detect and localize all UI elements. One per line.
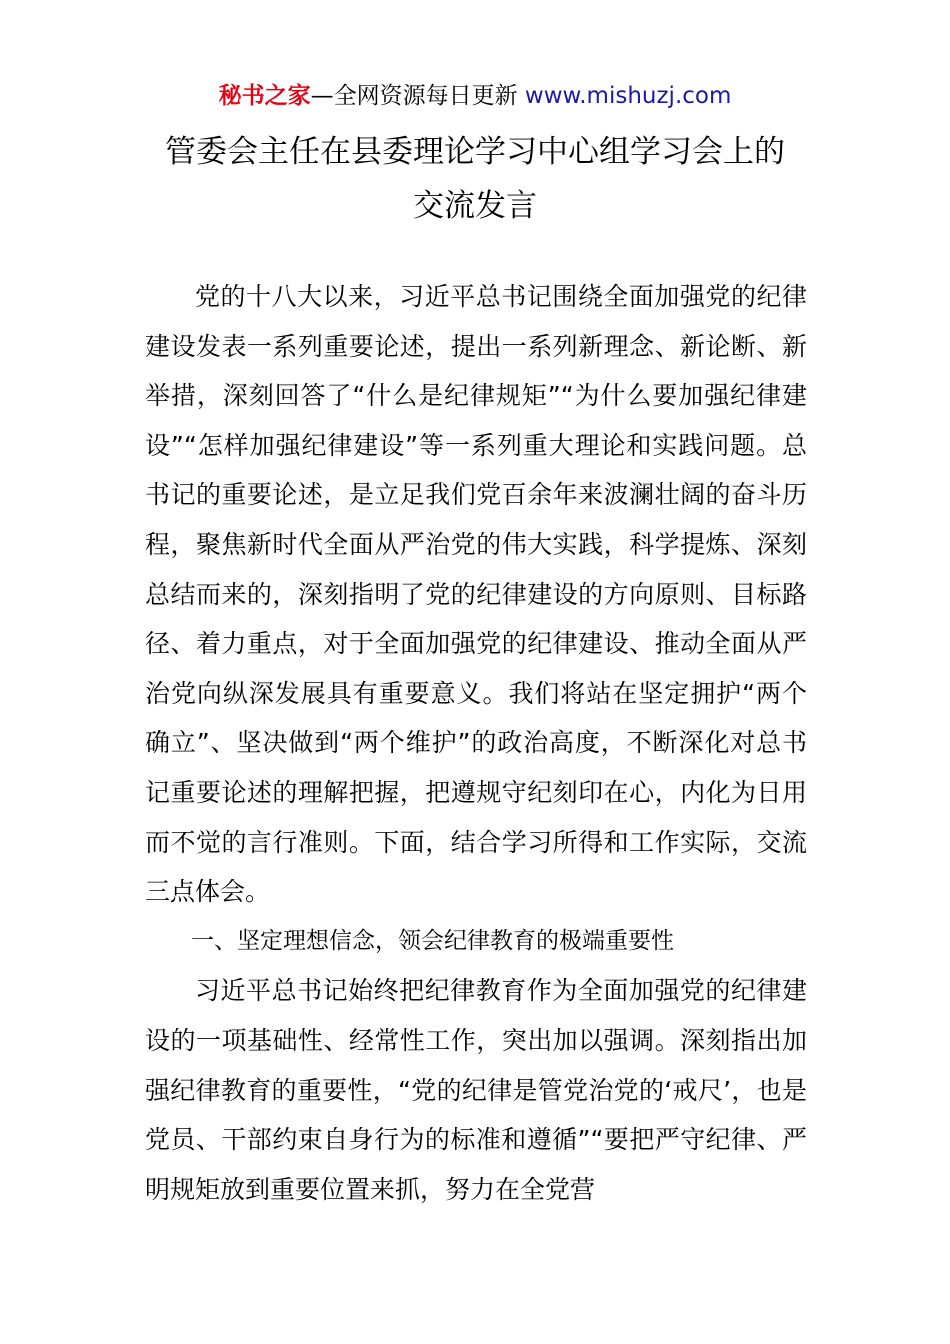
site-banner: [0, 80, 950, 112]
body-paragraph-1: 党的十八大以来，习近平总书记围绕全面加强党的纪律建设发表一系列重要论述，提出一系列新理念、新论断、新举措，深刻回答了“什么是纪律规矩”“为什么要加强纪律建设”“怎样加强纪律建设”等一系列重大理论和实践问题。总书记的重要论述，是立足我们党百余年来波澜壮阔的奋斗历程，聚焦新时代全面从严治党的伟大实践，科学提炼、深刻总结而来的，深刻指明了党的纪律建设的方向原则、目标路径、着力重点，对于全面加强党的纪律建设、推动全面从严治党向纵深发展具有重要意义。我们将站在坚定拥护“两个确立”、坚决做到“两个维护”的政治高度，不断深化对总书记重要论述的理解把握，把遵规守纪刻印在心，内化为日用而不觉的言行准则。下面，结合学习所得和工作实际，交流三点体会。: [145, 282, 807, 907]
section-heading-1: 一、坚定理想信念，领会纪律教育的极端重要性: [191, 927, 674, 954]
brand-name: 秘书之家: [218, 83, 311, 109]
site-url-link[interactable]: www.mishuzj.com: [524, 83, 732, 109]
document-title: [60, 125, 890, 233]
document-body: [145, 272, 807, 1214]
banner-tagline: —全网资源每日更新: [310, 83, 525, 109]
body-paragraph-2: 习近平总书记始终把纪律教育作为全面加强党的纪律建设的一项基础性、经常性工作，突出加以强调。深刻指出加强纪律教育的重要性，“党的纪律是管党治党的‘戒尺’，也是党员、干部约束自身行为的标准和遵循”“要把严守纪律、严明规矩放到重要位置来抓，努力在全党营: [145, 976, 807, 1204]
title-line-1: 管委会主任在县委理论学习中心组学习会上的: [165, 134, 785, 170]
title-line-2: 交流发言: [413, 188, 537, 224]
